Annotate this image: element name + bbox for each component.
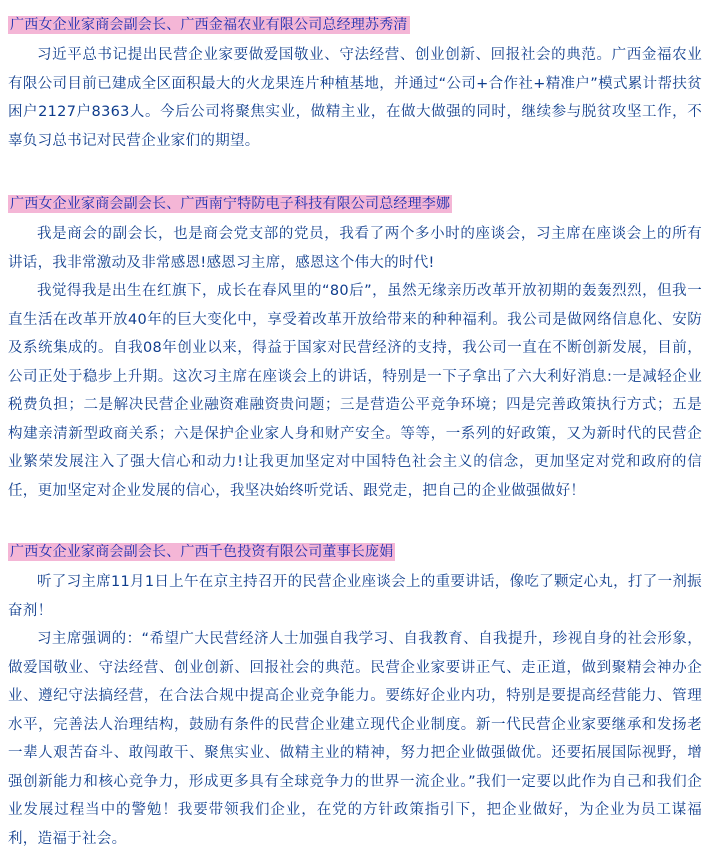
speaker-heading-line: [8, 14, 702, 35]
section-spacer: [8, 155, 702, 185]
statement-paragraph: 习近平总书记提出民营企业家要做爱国敬业、守法经营、创业创新、回报社会的典范。广西金福农业有限公司目前已建成全区面积最大的火龙果连片种植基地，并通过“公司+合作社+精准户”模式累计帮扶贫困户2127户8363人。今后公司将聚焦实业，做精主业，在做大做强的同时，继续参与脱贫攻坚工作，不辜负习总书记对民营企业家们的期望。: [8, 47, 702, 149]
speaker-heading: 广西女企业家商会副会长、广西千色投资有限公司董事长庞娟: [10, 544, 394, 560]
speaker-heading: 广西女企业家商会副会长、广西南宁特防电子科技有限公司总经理李娜: [10, 196, 451, 212]
section-spacer: [8, 505, 702, 533]
statement-paragraph: 我觉得我是出生在红旗下，成长在春风里的“80后”，虽然无缘亲历改革开放初期的轰轰烈烈，但我一直生活在改革开放40年的巨大变化中，享受着改革开放给带来的种种福利。我公司是做网络信息化、安防及系统集成的。自我08年创业以来，得益于国家对民营经济的支持，我公司一直在不断创新发展，目前，公司正处于稳步上升期。这次习主席在座谈会上的讲话，特别是一下子拿出了六大利好消息:一是减轻企业税费负担；二是解决民营企业融资难融资贵问题；三是营造公平竞争环境；四是完善政策执行方式；五是构建亲清新型政商关系；六是保护企业家人身和财产安全。等等，一系列的好政策，又为新时代的民营企业繁荣发展注入了强大信心和动力!让我更加坚定对中国特色社会主义的信念，更加坚定对党和政府的信任，更加坚定对企业发展的信心，我坚决始终听党话、跟党走，把自己的企业做强做好！: [8, 283, 702, 499]
statement-paragraph: 习主席强调的：“希望广大民营经济人士加强自我学习、自我教育、自我提升，珍视自身的社会形象，做爱国敬业、守法经营、创业创新、回报社会的典范。民营企业家要讲正气、走正道，做到聚精会神办企业、遵纪守法搞经营，在合法合规中提高企业竞争能力。要练好企业内功，特别是要提高经营能力、管理水平，完善法人治理结构，鼓励有条件的民营企业建立现代企业制度。新一代民营企业家要继承和发扬老一辈人艰苦奋斗、敢闯敢干、聚焦实业、做精主业的精神，努力把企业做强做优。还要拓展国际视野，增强创新能力和核心竞争力，形成更多具有全球竞争力的世界一流企业。”我们一定要以此作为自己和我们企业发展过程当中的警勉！我要带领我们企业，在党的方针政策指引下，把企业做好，为企业为员工谋福利，造福于社会。: [8, 631, 702, 847]
statement-paragraph: 我是商会的副会长，也是商会党支部的党员，我看了两个多小时的座谈会，习主席在座谈会上的所有讲话，我非常激动及非常感恩!感恩习主席，感恩这个伟大的时代!: [8, 226, 702, 271]
speaker-heading: 广西女企业家商会副会长、广西金福农业有限公司总经理苏秀清: [10, 17, 408, 33]
statement-section-2: [8, 193, 702, 505]
statement-section-3: [8, 541, 702, 853]
statement-paragraph: 听了习主席11月1日上午在京主持召开的民营企业座谈会上的重要讲话，像吃了颗定心丸，打了一剂振奋剂！: [8, 574, 702, 619]
statement-section-1: [8, 14, 702, 155]
speaker-heading-line: [8, 541, 702, 562]
speaker-heading-line: [8, 193, 702, 214]
